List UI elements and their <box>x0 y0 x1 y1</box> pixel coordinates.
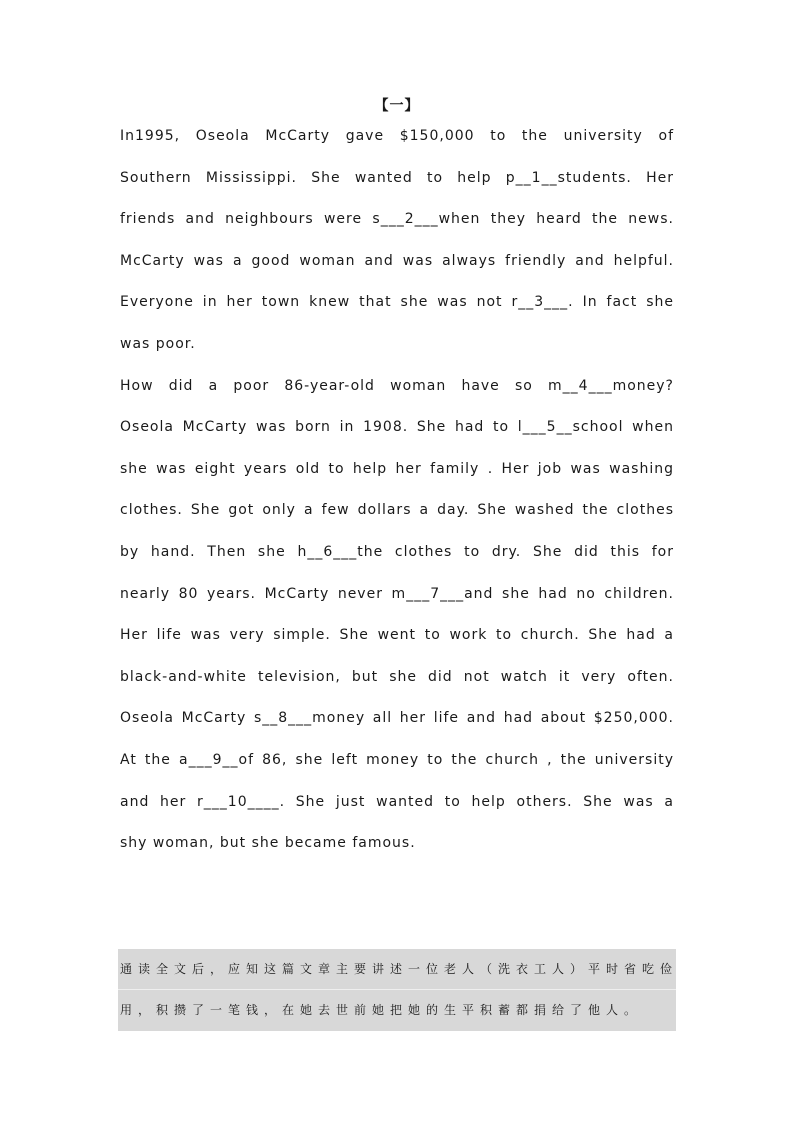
summary-note-line: 通读全文后，应知这篇文章主要讲述一位老人（洗衣工人）平时省吃俭 <box>120 962 674 976</box>
passage-line: At the a___9__of 86, she left money to the church , the university <box>120 751 674 768</box>
section-title: 【一】 <box>374 98 420 114</box>
passage-line: How did a poor 86-year-old woman have so m__4___money? <box>120 377 674 394</box>
passage-line: friends and neighbours were s___2___when they heard the news. <box>120 211 674 228</box>
passage-line: Southern Mississippi. She wanted to help p__1__students. Her <box>120 169 674 186</box>
cloze-passage <box>120 116 674 865</box>
summary-note-line: 用，积攒了一笔钱，在她去世前她把她的生平积蓄都捐给了他人。 <box>120 1003 643 1017</box>
passage-line: and her r___10____. She just wanted to help others. She was a <box>120 793 674 810</box>
passage-line: nearly 80 years. McCarty never m___7___and she had no children. <box>120 585 674 602</box>
passage-line: was poor. <box>120 335 196 352</box>
passage-line: Everyone in her town knew that she was not r__3___. In fact she <box>120 294 674 311</box>
passage-line: black-and-white television, but she did not watch it very often. <box>120 668 674 685</box>
summary-note <box>118 949 676 1031</box>
passage-line: by hand. Then she h__6___the clothes to dry. She did this for <box>120 543 674 560</box>
passage-line: McCarty was a good woman and was always friendly and helpful. <box>120 252 674 269</box>
passage-line: clothes. She got only a few dollars a day. She washed the clothes <box>120 502 674 519</box>
passage-line: Her life was very simple. She went to work to church. She had a <box>120 627 674 644</box>
passage-line: Oseola McCarty s__8___money all her life and had about $250,000. <box>120 710 674 727</box>
passage-line: she was eight years old to help her family . Her job was washing <box>120 460 674 477</box>
note-divider <box>118 989 676 990</box>
passage-line: In1995, Oseola McCarty gave $150,000 to the university of <box>120 128 674 144</box>
passage-line: shy woman, but she became famous. <box>120 835 416 852</box>
passage-line: Oseola McCarty was born in 1908. She had to l___5__school when <box>120 419 674 436</box>
